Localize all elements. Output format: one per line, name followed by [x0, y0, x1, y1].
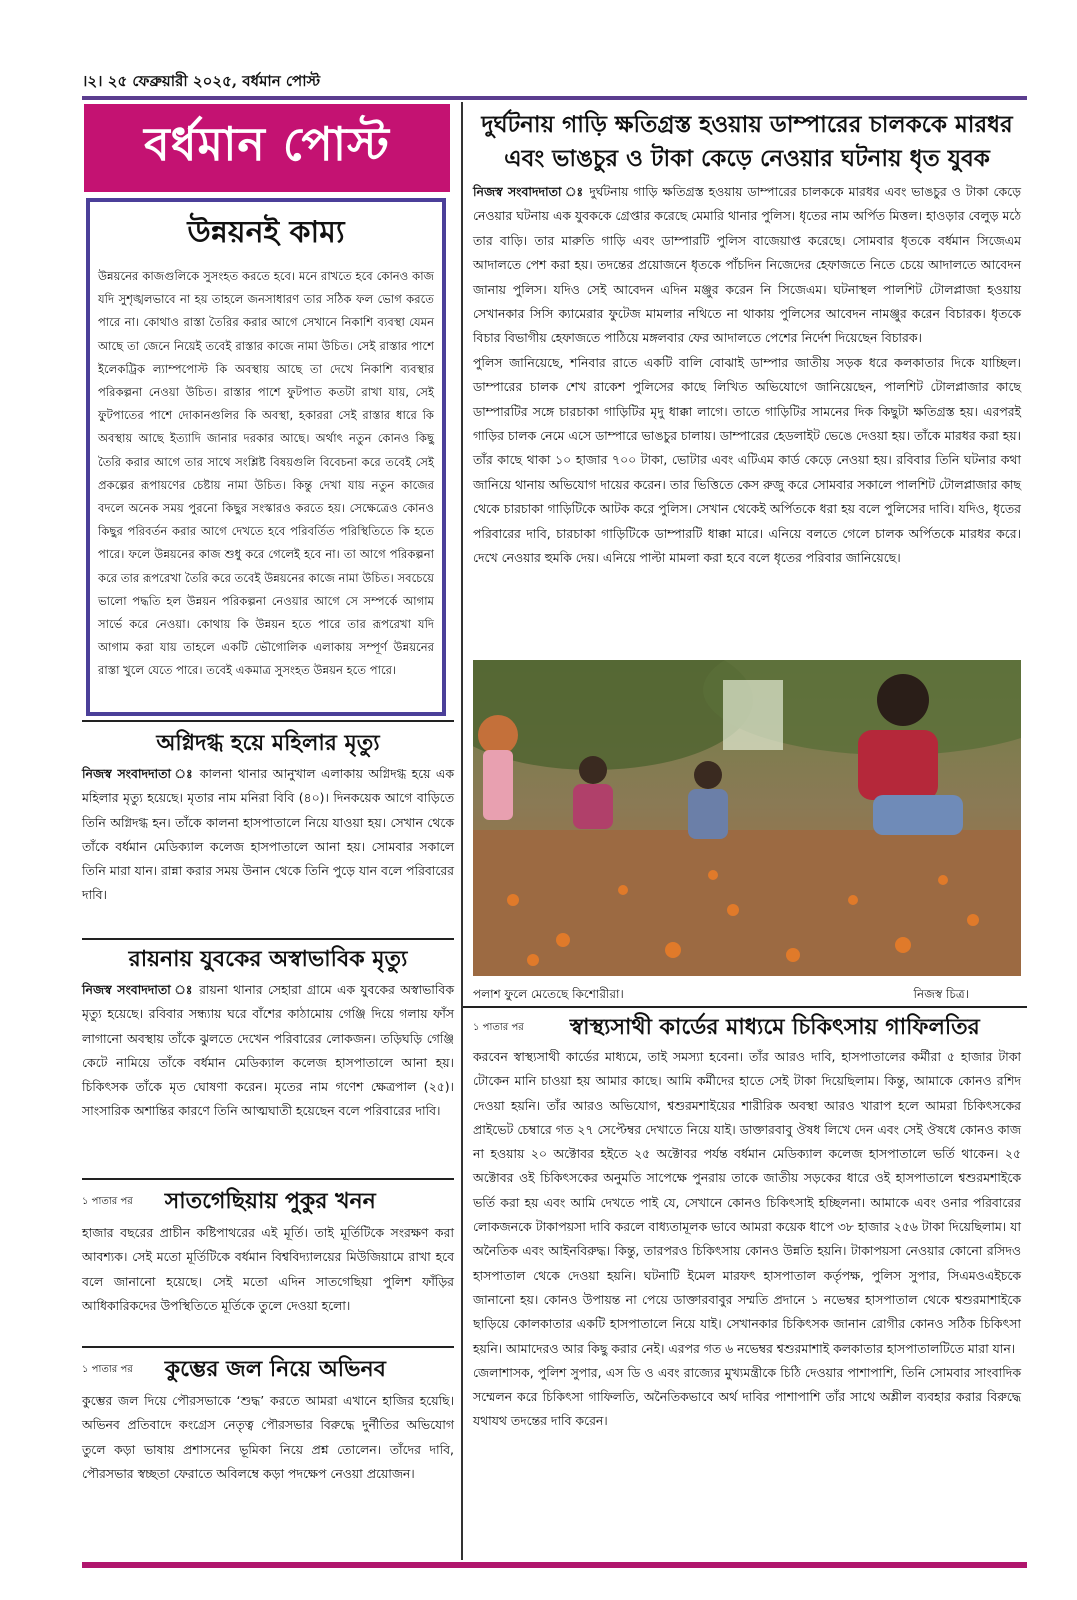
- lead-paragraph-1: [473, 180, 1021, 351]
- headline: সাতগেছিয়ায় পুকুর খনন: [164, 1188, 376, 1214]
- headline-row: [82, 1186, 454, 1217]
- top-rule: [82, 96, 1027, 100]
- bottom-rule: [82, 1562, 1027, 1568]
- article-body: হাজার বছরের প্রাচীন কষ্টিপাথরের এই মূর্তি। তাই মূর্তিটিকে সংরক্ষণ করা আবশ্যক। সেই মতো মূর্তিটিকে বর্ধমান বিশ্ববিদ্যালয়ের মিউজিয়ামে রাখা হবে বলে জানানো হয়েছে। সেই মতো এদিন সাতগেছিয়া পুলিশ ফাঁড়ির আধিকারিকদের উপস্থিতিতে মূর্তিকে তুলে দেওয়া হলো।: [82, 1225, 454, 1313]
- palash-flower-photo: [473, 660, 1021, 976]
- article-text: দুর্ঘটনায় গাড়ি ক্ষতিগ্রস্ত হওয়ায় ডাম্পারের চালককে মারধর এবং ভাঙচুর ও টাকা কেড়ে নেওয়ার ঘটনায় এক যুবককে গ্রেপ্তার করেছে মেমারি থানার পুলিস। ধৃতের নাম অর্পিত মিত্তল। হাওড়ার বেলুড় মঠে তার বাড়ি। তার মারুতি গাড়ি এবং ডাম্পারটি পুলিস বাজেয়াপ্ত করেছে। সোমবার ধৃতকে বর্ধমান সিজেএম আদালতে পেশ করা হয়। তদন্তের প্রয়োজনে ধৃতকে পাঁচদিন নিজেদের হেফাজতে নিতে চেয়ে আদালতে আবেদন জানায় পুলিস। যদিও সেই আবেদন এদিন মঞ্জুর করেন নি সিজেএম। ঘটনাস্থল পালশিট টোলপ্লাজা হওয়ায় সেখানকার সিসি ক্যামেরার ফুটেজ মামলার নথিতে না থাকায় পুলিসের আবেদন নামঞ্জুর করেন বিচারক। ধৃতকে বিচার বিভাগীয় হেফাজতে পাঠিয়ে মঙ্গলবার ফের আদালতে পেশের নির্দেশ দিয়েছেন বিচারক।: [473, 184, 1021, 346]
- continued-label: ১ পাতার পর: [473, 1022, 524, 1033]
- continued-label: ১ পাতার পর: [82, 1364, 133, 1375]
- article-body: কুম্ভের জল দিয়ে পৌরসভাকে ‘শুদ্ধ’ করতে আমরা এখানে হাজির হয়েছি। অভিনব প্রতিবাদে কংগ্রেস নেতৃত্ব পৌরসভার বিরুদ্ধে দুর্নীতির অভিযোগ তুলে কড়া ভাষায় প্রশাসনের ভূমিকা নিয়ে প্রশ্ন তোলেন। তাঁদের দাবি, পৌরসভার স্বচ্ছতা ফেরাতে অবিলম্বে কড়া পদক্ষেপ নেওয়া প্রয়োজন।: [82, 1393, 454, 1481]
- divider: [463, 1006, 1027, 1008]
- headline: স্বাস্থ্যসাথী কার্ডের মাধ্যমে চিকিৎসায় গাফিলতির: [569, 1014, 980, 1040]
- article-text: কালনা থানার আনুখাল এলাকায় অগ্নিদগ্ধ হয়ে এক মহিলার মৃত্যু হয়েছে। মৃতার নাম মনিরা বিবি (৪০)। দিনকয়েক আগে বাড়িতে তিনি অগ্নিদগ্ধ হন। তাঁকে কালনা হাসপাতালে নিয়ে যাওয়া হয়। সেখান থেকে তাঁকে বর্ধমান মেডিক্যাল কলেজ হাসপাতালে আনা হয়। সোমবার সকালে তিনি মারা যান। রান্না করার সময় উনান থেকে তিনি পুড়ে যান বলে পরিবারের দাবি।: [82, 766, 454, 903]
- divider: [82, 1178, 454, 1180]
- article-body: করবেন স্বাস্থ্যসাথী কার্ডের মাধ্যমে, তাই সমস্যা হবেনা। তাঁর আরও দাবি, হাসপাতালের কর্মীরা ৫ হাজার টাকা টোকেন মানি চাওয়া হয় আমার কাছে। আমি কর্মীদের হাতে সেই টাকা দিয়েছিলাম। কিন্তু, আমাকে কোনও রশিদ দেওয়া হয়নি। তাঁর আরও অভিযোগ, শ্বশুরমশাইয়ের শারীরিক অবস্থা আরও খারাপ হলে আমরা চিকিৎসকের প্রাইভেট চেম্বারে গত ২৭ সেপ্টেম্বর দেখাতে নিয়ে যাই। ডাক্তারবাবু ঔষধ লিখে দেন এবং সেই ঔষধে কোনও কাজ না হওয়ায় ২০ অক্টোবর হইতে ২৫ অক্টোবর পর্যন্ত বর্ধমান মেডিক্যাল কলেজ হাসপাতালে ভর্তি থাকেন। ২৫ অক্টোবর ওই চিকিৎসকের অনুমতি সাপেক্ষে পুনরায় তাকে জাতীয় সড়কের ধারে ওই হাসপাতালে শ্বশুরমশাইকে ভর্তি করা হয় এবং আমি দেখতে পাই যে, সেখানে কোনও চিকিৎসাই হচ্ছিলনা। আমাকে এবং ওনার পরিবারের লোকজনকে টাকাপয়সা দাবি করলে বাধ্যতামূলক ভাবে আমরা কয়েক ধাপে ৩৮ হাজার ২৫৬ টাকা দিয়েছিলাম। যা অনৈতিক এবং আইনবিরুদ্ধ। কিন্তু, তারপরও চিকিৎসায় কোনও উন্নতি হয়নি। টাকাপয়সা নেওয়ার কোনো রসিদও হাসপাতাল থেকে দেওয়া হয়নি। ঘটনাটি ইমেল মারফৎ হাসপাতাল কর্তৃপক্ষ, পুলিস সুপার, সিএমওএইচকে জানানো হয়। কোনও উপায়ন্ত না পেয়ে ডাক্তারবাবুর সম্মতি প্রদানে ১ নভেম্বর হাসপাতাল থেকে শ্বশুরমাশাইকে ছাড়িয়ে কোলকাতার একটি হাসপাতালে নিয়ে যাই। সেখানকার চিকিৎসক জানান রোগীর কোনও সঠিক চিকিৎসা হয়নি। আমাদেরও আর কিছু করার নেই। এরপর গত ৬ নভেম্বর শ্বশুরমাশাই কলকাতার হাসপাতালটিতে মারা যান।: [473, 1049, 1021, 1356]
- divider: [82, 938, 454, 940]
- article-body: [82, 762, 454, 908]
- lead-headline-line1: দুর্ঘটনায় গাড়ি ক্ষতিগ্রস্ত হওয়ায় ডাম্পারের চালককে মারধর: [481, 111, 1013, 138]
- headline: অগ্নিদগ্ধ হয়ে মহিলার মৃত্যু: [156, 730, 380, 756]
- editorial-box: [86, 198, 446, 716]
- photo-caption: পলাশ ফুলে মেতেছে কিশোরীরা।: [473, 987, 624, 1001]
- photo-illustration: [473, 660, 1021, 976]
- story-pond-digging: [82, 1186, 454, 1318]
- article-body: [82, 978, 454, 1124]
- story-fire-death: [82, 728, 454, 908]
- editorial-title: উন্নয়নই কাম্য: [187, 215, 345, 250]
- story-kumbh-water: [82, 1354, 454, 1486]
- page-folio: ।২। ২৫ ফেব্রুয়ারী ২০২৫, বর্ধমান পোস্ট: [82, 72, 321, 90]
- photo-credit: নিজস্ব চিত্র।: [913, 987, 969, 1001]
- photo-caption-row: [473, 986, 1021, 1006]
- headline: কুম্ভের জল নিয়ে অভিনব: [164, 1356, 386, 1382]
- article-text: রায়না থানার সেহারা গ্রামে এক যুবকের অস্বাভাবিক মৃত্যু হয়েছে। রবিবার সন্ধ্যায় ঘরে বাঁশের কাঠামোয় গেঞ্জি দিয়ে গলায় ফাঁস লাগানো অবস্থায় তাঁকে ঝুলতে দেখেন পরিবারের লোকজন। তড়িঘড়ি গেঞ্জি কেটে নামিয়ে তাঁকে বর্ধমান মেডিক্যাল কলেজ হাসপাতালে আনা হয়। চিকিৎসক তাঁকে মৃত ঘোষণা করেন। মৃতের নাম গণেশ ক্ষেত্রপাল (২৫)। সাংসারিক অশান্তির কারণে তিনি আত্মঘাতী হয়েছেন বলে পরিবারের দাবি।: [82, 982, 454, 1119]
- column-divider: [461, 102, 463, 1560]
- story-unnatural-death: [82, 944, 454, 1124]
- lead-story: [473, 108, 1021, 571]
- lead-headline-line2: এবং ভাঙচুর ও টাকা কেড়ে নেওয়ার ঘটনায় ধৃত যুবক: [504, 145, 990, 172]
- divider: [82, 720, 454, 722]
- headline: রায়নায় যুবকের অস্বাভাবিক মৃত্যু: [128, 946, 408, 972]
- byline: নিজস্ব সংবাদদাতা ঃ: [82, 982, 194, 997]
- masthead: বর্ধমান পোস্ট: [84, 104, 450, 192]
- article-body: জেলাশাসক, পুলিশ সুপার, এস ডি ও এবং রাজ্যের মুখ্যমন্ত্রীকে চিঠি দেওয়ার পাশাপাশি, তিনি সোমবার সাংবাদিক সম্মেলন করে চিকিৎসা গাফিলতি, অনৈতিকভাবে অর্থ দাবির পাশাপাশি তাঁর সাথে অশ্লীল ব্যবহার করার বিরুদ্ধে যথাযথ তদন্তের দাবি করেন।: [473, 1364, 1021, 1429]
- headline-row: [82, 1354, 454, 1385]
- story-swasthya-sathi: [473, 1012, 1021, 1434]
- editorial-body: উন্নয়নের কাজগুলিকে সুসংহত করতে হবে। মনে রাখতে হবে কোনও কাজ যদি সুশৃঙ্খলভাবে না হয় তাহলে জনসাধারণ তার সঠিক ফল ভোগ করতে পারে না। কোথাও রাস্তা তৈরির করার আগে সেখানে নিকাশি ব্যবস্থা যেমন আছে তা জেনে নিয়েই তবেই রাস্তার কাজে নামা উচিত। সেই রাস্তার পাশে ইলেকট্রিক ল্যাম্পপোস্ট কি অবস্থায় আছে তা দেখে নিকাশি ব্যবস্থার পরিকল্পনা নেওয়া উচিত। রাস্তার পাশে ফুটপাত কতটা রাখা যায়, সেই ফুটপাতের পাশে দোকানগুলির কি অবস্থা, হকাররা সেই রাস্তার ধারে কি অবস্থায় আছে ইত্যাদি জানার দরকার আছে। অর্থাৎ নতুন কোনও কিছু তৈরি করার আগে তার সাথে সংশ্লিষ্ট বিষয়গুলি বিবেচনা করে তবেই সেই প্রকল্পের রূপায়ণের চেষ্টায় নামা উচিত। কিন্তু দেখা যায় নতুন কাজের বদলে অনেক সময় পুরনো কিছুর সংস্কারও করতে হয়। সেক্ষেত্রেও কোনও কিছুর পরিবর্তন করার আগে দেখতে হবে পরিবর্তিত পরিস্থিতিতে কি হতে পারে। ফলে উন্নয়নের কাজ শুধু করে গেলেই হবে না। তা আগে পরিকল্পনা করে তার রূপরেখা তৈরি করে তবেই উন্নয়নের কাজে নামা উচিত। সবচেয়ে ভালো পদ্ধতি হল উন্নয়ন পরিকল্পনা নেওয়ার আগে সে সম্পর্কে আগাম সার্ভে করে নেওয়া। কোথায় কি উন্নয়ন হতে পারে তার রূপরেখা যদি আগাম করা যায় তাহলে একটি ভৌগোলিক এলাকায় সম্পূর্ণ উন্নয়নের রাস্তা খুলে যেতে পারে। তবেই একমাত্র সুসংহত উন্নয়ন হতে পারে।: [98, 269, 434, 678]
- lead-paragraph-2: পুলিস জানিয়েছে, শনিবার রাতে একটি বালি বোঝাই ডাম্পার জাতীয় সড়ক ধরে কলকাতার দিকে যাচ্ছিল। ডাম্পারের চালক শেখ রাকেশ পুলিসের কাছে লিখিত অভিযোগে জানিয়েছেন, পালশিট টোলপ্লাজার কাছে ডাম্পারটির সঙ্গে চারচাকা গাড়িটির মৃদু ধাক্কা লাগে। তাতে গাড়িটির সামনের দিক কিছুটা ক্ষতিগ্রস্ত হয়। এরপরই গাড়ির চালক নেমে এসে ডাম্পারে ভাঙচুর চালায়। ডাম্পারের হেডলাইট ভেঙে দেওয়া হয়। তাঁকে মারধর করা হয়। তাঁর কাছে থাকা ১০ হাজার ৭০০ টাকা, ভোটার এবং এটিএম কার্ড কেড়ে নেওয়া হয়। রবিবার তিনি ঘটনার কথা জানিয়ে থানায় অভিযোগ দায়ের করেন। তার ভিত্তিতে কেস রুজু করে সোমবার সকালে পালশিট টোলপ্লাজার কাছ থেকে চারচাকা গাড়িটিকে আটক করে পুলিস। সেখান থেকেই অর্পিতকে ধরা হয় বলে পুলিসের দাবি। যদিও, ধৃতের পরিবারের দাবি, চারচাকা গাড়িটিকে ডাম্পারটি ধাক্কা মারে। এনিয়ে বলতে গেলে চালক অর্পিতকে মারধর করে। দেখে নেওয়ার হুমকি দেয়। এনিয়ে পাল্টা মামলা করা হবে বলে ধৃতের পরিবার জানিয়েছে।: [473, 354, 1021, 566]
- byline: নিজস্ব সংবাদদাতা ঃ: [473, 184, 585, 199]
- continued-label: ১ পাতার পর: [82, 1196, 133, 1207]
- headline-row: [473, 1012, 1021, 1043]
- byline: নিজস্ব সংবাদদাতা ঃ: [82, 766, 195, 781]
- divider: [82, 1346, 454, 1348]
